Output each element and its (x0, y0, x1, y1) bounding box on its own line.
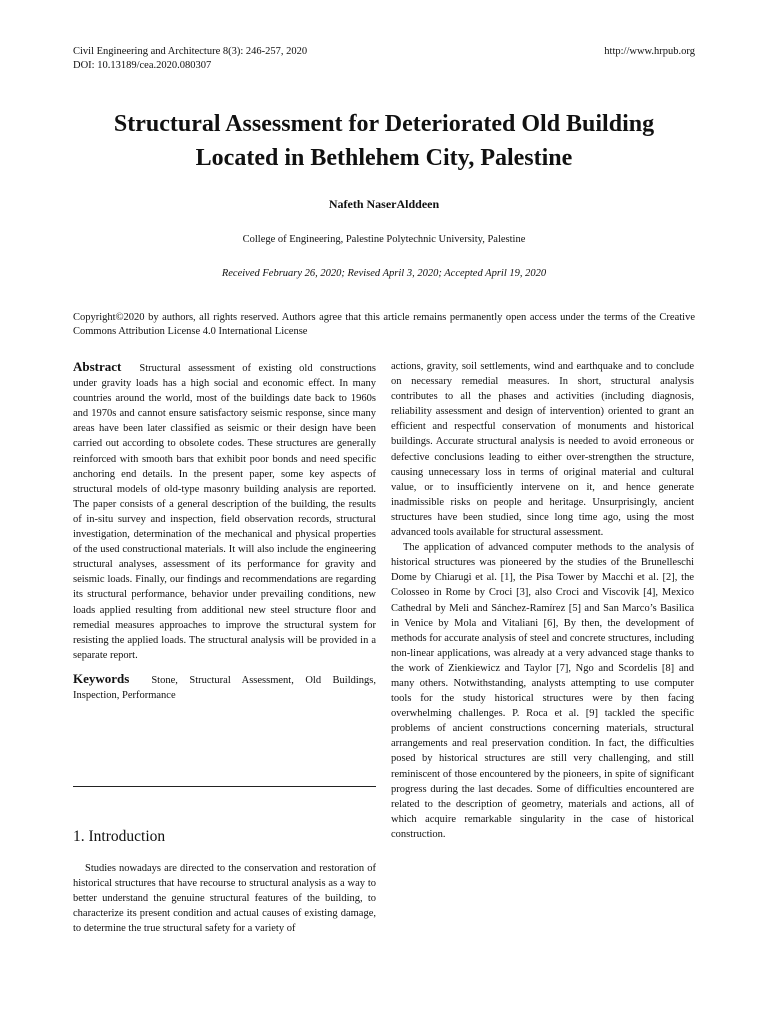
keywords (73, 671, 376, 703)
journal-url[interactable]: http://www.hrpub.org (604, 46, 695, 57)
doi: DOI: 10.13189/cea.2020.080307 (73, 60, 212, 71)
submission-dates: Received February 26, 2020; Revised April 3, 2020; Accepted April 19, 2020 (221, 268, 547, 279)
right-paragraph-1: actions, gravity, soil settlements, wind and earthquake and to conclude on necessary remedial measures. In short, structural analysis contributes to all the phases and activities (including diagnosis, reliability assessment and design of intervention) oriented to grant an efficient and respectful conservation of monuments and historical buildings. Accurate structural analysis is needed to avoid erroneous or defective conclusions leading to either over-strengthen the structure, causing unnecessary loss in terms of original material and cultural value, or to insufficiently intervene on it, and hence generate inadmissible risks on people and heritage. Unsurprisingly, ancient structures have been studied, since long time ago, using the most advanced tools available for structural assessment. (391, 361, 694, 539)
paper-title (60, 107, 708, 175)
section-divider (73, 786, 376, 787)
title-line-2: Located in Bethlehem City, Palestine (195, 145, 573, 171)
author-affiliation: College of Engineering, Palestine Polytechnic University, Palestine (242, 234, 526, 245)
introduction-body (73, 861, 376, 936)
introduction-paragraph: Studies nowadays are directed to the conservation and restoration of historical structures that have recourse to structural analysis as a way to better understand the genuine structural features of the building, to characterize its present condition and actual causes of existing damage, to determine the true structural safety for a variety of (73, 863, 376, 935)
abstract-text: Structural assessment of existing old constructions under gravity loads has a high social and economic effect. In many countries around the world, most of the buildings date back to 1960s and 1970s and cannot ensure satisfactory seismic response, since many areas have been later classified as seismic or their design have been carried out according to obsolete codes. These structures are generally reinforced with smooth bars that exhibit poor bonds and need specific anchoring end details. In the present paper, some key aspects of structural models of old-type masonry building analysis are reported. The paper consists of a general description of the building, the results of in-situ survey and inspection, field observation records, structural investigation, determination of the mechanical and physical properties of the used constructional materials. It will also include the engineering structural analyses, assessment of its performance for gravity and seismic loads. Finally, our findings and recommendations are regarding its structural performance, behavior under prevailing conditions, new loads applied resulting from additional new steel structure floor and remedial measures approaches to improve the structural system for resisting the applied loads. The structural analysis will be provided in a separate report. (73, 363, 376, 661)
right-column (391, 359, 694, 842)
copyright-notice: Copyright©2020 by authors, all rights reserved. Authors agree that this article remains permanently open access under the terms of the Creative Commons Attribution License 4.0 International License (73, 312, 695, 337)
left-column (73, 359, 376, 703)
keywords-text: Stone, Structural Assessment, Old Buildings, Inspection, Performance (73, 674, 376, 701)
right-paragraph-2: The application of advanced computer methods to the analysis of historical structures was pioneered by the studies of the Brunelleschi Dome by Chiarugi et al. [1], the Pisa Tower by Macchi et al. [2], the Colosseo in Rome by Croci [3], also Croci and Viscovik [4], Mexico Cathedral by Meli and Sánchez-Ramírez [5] and San Marco’s Basilica in Venice by Mola and Vitaliani [6], By then, the development of methods for accurate analysis of steel and concrete structures, including non-linear applications, was already at a very advanced stage thanks to the work of Zienkiewicz and Taylor [7], Ngo and Scordelis [8] and many others. Notwithstanding, analysts attempting to use computer tools for the study historical structures were by then facing overwhelming challenges. P. Roca et al. [9] tackled the specific problems of ancient constructions concerning materials, structural arrangements and real preservation condition. In fact, the difficulties posed by historical structures are still very challenging, and still reminiscent of those encountered by the pioneers, in spite of significant progress during the last decades. Some of difficulties encountered are related to the description of geometry, materials and actions, all of which acquire remarkable singularity in the case of historical construction. (391, 542, 694, 840)
journal-citation: Civil Engineering and Architecture 8(3): 246-257, 2020 (73, 46, 308, 57)
keywords-label: Keywords (73, 670, 130, 686)
author-name: Nafeth NaserAlddeen (328, 197, 440, 211)
running-header (73, 45, 695, 73)
introduction-heading: 1. Introduction (73, 828, 166, 845)
abstract-label: Abstract (73, 359, 122, 374)
abstract (73, 359, 376, 663)
title-line-1: Structural Assessment for Deteriorated Old Building (113, 111, 655, 137)
